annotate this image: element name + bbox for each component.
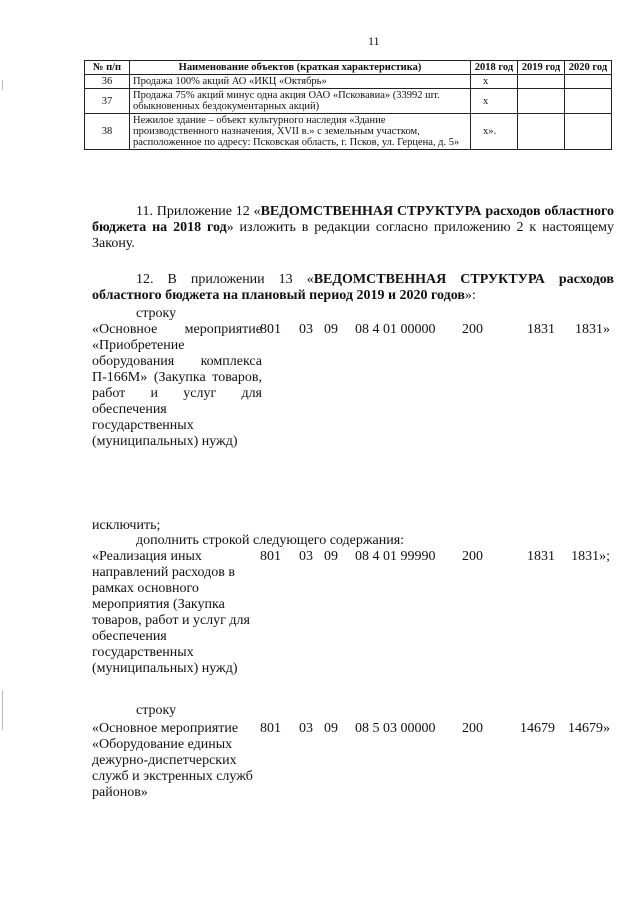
row-2-name: «Реализация иных направлений расходов в рамках основного мероприятия (Закупка товаров, работ и услуг для обеспечения государственных (муниципальных) нужд): [92, 549, 250, 676]
row-2-adm: 801: [260, 549, 281, 564]
paragraph-item-11: [92, 204, 614, 252]
row-num: 36: [85, 75, 130, 89]
row-3-value-2019: 14679: [520, 721, 555, 736]
row-1-value-2020: 1831»: [575, 322, 610, 337]
item12-suffix: »:: [464, 288, 476, 303]
word-exclude: исключить;: [92, 518, 161, 533]
row-2018: х: [471, 89, 518, 114]
row-2-cs: 08 4 01 99990: [355, 549, 436, 564]
row-name: Нежилое здание – объект культурного наследия «Здание производственного назначения, XVII в.» с земельным участком, расположенное по адресу: Псковская область, г. Псков, ул. Герцена, д. 5»: [130, 114, 471, 150]
row-3-name: «Основное мероприятие «Оборудование единых дежурно-диспетчерских служб и экстренных служб районов»: [92, 721, 253, 800]
scan-mark: [2, 80, 3, 90]
header-2019: 2019 год: [518, 61, 565, 75]
scan-mark: [2, 690, 3, 730]
table-header-row: [85, 61, 612, 75]
row-2018: х».: [471, 114, 518, 150]
row-2019: [518, 114, 565, 150]
table-row: [85, 89, 612, 114]
item12-prefix: 12. В приложении 13 «: [136, 272, 314, 287]
row-3-pr: 09: [324, 721, 338, 736]
table-row: [85, 75, 612, 89]
header-num: № п/п: [85, 61, 130, 75]
item11-prefix: 11. Приложение 12 «: [136, 204, 261, 219]
row-1-pr: 09: [324, 322, 338, 337]
row-num: 38: [85, 114, 130, 150]
row-2019: [518, 75, 565, 89]
row-name: Продажа 100% акций АО «ИКЦ «Октябрь»: [130, 75, 471, 89]
row-2-rz: 03: [299, 549, 313, 564]
add-row-caption: дополнить строкой следующего содержания:: [136, 533, 405, 548]
header-2018: 2018 год: [471, 61, 518, 75]
word-stroku: строку: [136, 306, 177, 321]
paragraph-item-12: [92, 272, 614, 304]
word-stroku-2: строку: [136, 703, 177, 718]
row-3-rz: 03: [299, 721, 313, 736]
row-2020: [565, 89, 612, 114]
table-row: [85, 114, 612, 150]
row-2-value-2020: 1831»;: [571, 549, 610, 564]
row-2019: [518, 89, 565, 114]
row-2020: [565, 114, 612, 150]
row-1-rz: 03: [299, 322, 313, 337]
row-2-pr: 09: [324, 549, 338, 564]
row-1-adm: 801: [260, 322, 281, 337]
row-3-vr: 200: [462, 721, 483, 736]
row-2-value-2019: 1831: [527, 549, 555, 564]
row-3-cs: 08 5 03 00000: [355, 721, 436, 736]
row-3-adm: 801: [260, 721, 281, 736]
row-num: 37: [85, 89, 130, 114]
header-2020: 2020 год: [565, 61, 612, 75]
row-1-vr: 200: [462, 322, 483, 337]
item12-bold: ВЕДОМСТВЕННАЯ СТРУКТУРА расходов областного бюджета на плановый период 2019 и 2020 годов: [92, 272, 614, 303]
objects-table: [84, 60, 612, 150]
row-1-value-2019: 1831: [527, 322, 555, 337]
row-1-cs: 08 4 01 00000: [355, 322, 436, 337]
item11-bold: ВЕДОМСТВЕННАЯ СТРУКТУРА расходов областного бюджета на 2018 год: [92, 204, 614, 235]
row-2020: [565, 75, 612, 89]
row-2-vr: 200: [462, 549, 483, 564]
item11-suffix: » изложить в редакции согласно приложению 2 к настоящему Закону.: [92, 220, 614, 251]
header-name: Наименование объектов (краткая характеристика): [130, 61, 471, 75]
page-number: 11: [368, 34, 380, 48]
row-name: Продажа 75% акций минус одна акция ОАО «Псковавиа» (33992 шт. обыкновенных бездокументарных акций): [130, 89, 471, 114]
row-3-value-2020: 14679»: [568, 721, 610, 736]
row-1-name: «Основное мероприятие «Приобретение оборудования комплекса П-166М» (Закупка товаров, работ и услуг для обеспечения государственных (муниципальных) нужд): [92, 322, 262, 449]
row-2018: х: [471, 75, 518, 89]
